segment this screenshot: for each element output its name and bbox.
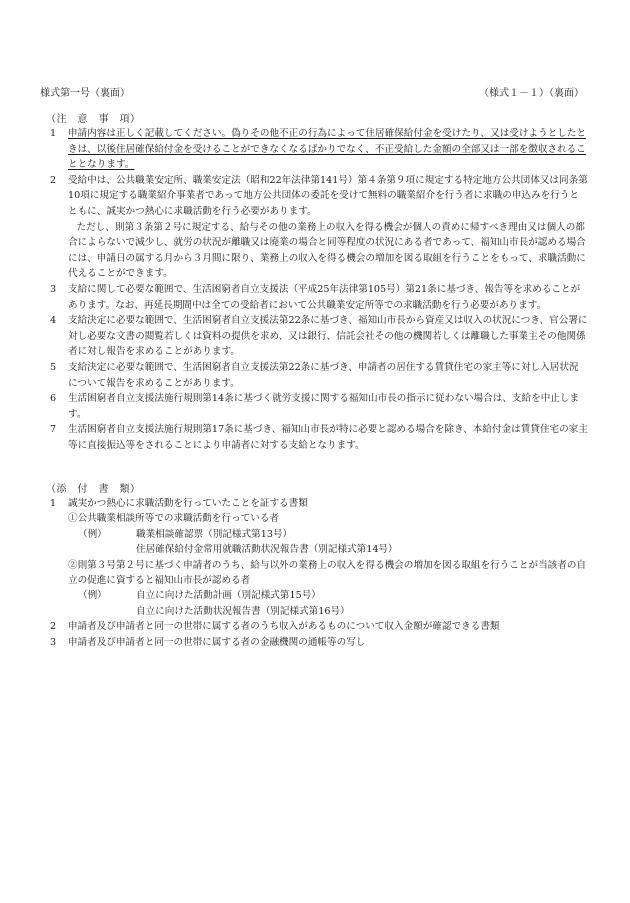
notes-title: （注 意 事 項） [46, 114, 141, 125]
note-number: 1 [50, 128, 57, 139]
note-number: 5 [50, 361, 57, 373]
note-item [50, 422, 588, 453]
note-text: 生活困窮者自立支援法施行規則第14条に基づく就労支援に関する福知山市長の指示に従わない場合は、支給を中止します。 [68, 393, 580, 420]
attachment-subitem-text: ①公共職業相談所等での求職活動を行っている者 [68, 513, 280, 525]
attachment-item [50, 619, 588, 634]
attachment-number: 1 [50, 498, 57, 509]
attachment-example [50, 588, 588, 603]
note-text: 申請内容は正しく記載してください。偽りその他不正の行為によって住居確保給付金を受けたり、又は受けようとしたときは、以後住居確保給付金を受けることができなくなるばかりでなく、不正受給した金額の全部又は一部を徴収されることとなります。 [68, 128, 587, 171]
note-item [50, 391, 588, 422]
example-text: 住居確保給付金常用就職活動状況報告書（別記様式第14号） [136, 544, 398, 556]
attachment-text: 申請者及び申請者と同一の世帯に属する者の金融機関の通帳等の写し [68, 636, 366, 648]
note-text: 受給中は、公共職業安定所、職業安定法（昭和22年法律第141号）第４条第９項に規定する特定地方公共団体又は同条第10項に規定する職業紹介事業者であって地方公共団体の委託を受けて無料の職業紹介を行う者に求職の申込みを行うとともに、誠実かつ熱心に求職活動を行う必要があります。 [68, 174, 588, 217]
note-text-continued: ただし、則第３条第２号に規定する、給与その他の業務上の収入を得る機会が個人の責めに帰すべき理由又は個人の都合によらないで減少し、就労の状況が離職又は廃業の場合と同等程度の状況にある者であって、福知山市長が認める場合には、申請日の属する月から３月間に限り、業務上の収入を得る機会の増加を図る取組を行うことをもって、求職活動に代えることができます。 [68, 221, 586, 280]
note-number: 7 [50, 424, 57, 436]
note-item [50, 282, 588, 313]
note-text-block [68, 173, 588, 282]
attachment-subitem [50, 511, 588, 526]
attachment-subitem [50, 558, 588, 589]
notes-list [50, 126, 588, 453]
note-number: 3 [50, 283, 57, 295]
note-item [50, 360, 588, 391]
example-text: 職業相談確認票（別記様式第13号） [136, 528, 293, 540]
attachment-number: 3 [50, 636, 57, 648]
example-label: （例） [78, 590, 107, 602]
attachment-text: 誠実かつ熱心に求職活動を行っていたことを証する書類 [68, 498, 308, 509]
attachment-example [50, 604, 588, 619]
attachment-number: 2 [50, 621, 57, 633]
attachment-example [50, 527, 588, 542]
attachment-item [50, 635, 588, 650]
attachments-list [50, 496, 588, 650]
note-number: 4 [50, 315, 57, 327]
note-item [50, 126, 588, 173]
form-number-left: 様式第一号（裏面） [40, 88, 130, 99]
note-text: 支給決定に必要な範囲で、生活困窮者自立支援法第22条に基づき、福知山市長から資産又は収入の状況につき、官公署に対し必要な文書の閲覧若しくは資料の提供を求め、又は銀行、信託会社その他の機関若しくは離職した事業主その他関係者に対し報告を求めることがあります。 [68, 315, 588, 358]
example-text: 自立に向けた活動状況報告書（別記様式第16号） [136, 605, 350, 617]
note-text: 支給決定に必要な範囲で、生活困窮者自立支援法第22条に基づき、申請者の居住する賃貸住宅の家主等に対し入居状況について報告を求めることがあります。 [68, 361, 579, 389]
attachment-item [50, 496, 588, 511]
note-item [50, 173, 588, 282]
note-text: 支給に関して必要な範囲で、生活困窮者自立支援法（平成25年法律第105号）第21条に基づき、報告等を求めることがあります。なお、再延長期間中は全ての受給者において公共職業安定所等での求職活動を行う必要があります。 [68, 283, 581, 311]
note-number: 6 [50, 393, 57, 405]
attachment-example [50, 542, 588, 557]
note-text: 生活困窮者自立支援法施行規則第17条に基づき、福知山市長が特に必要と認める場合を除き、本給付金は賃貸住宅の家主等に直接振込等をされることにより申請者に対する支給となります。 [68, 424, 588, 451]
note-item [50, 313, 588, 360]
example-text: 自立に向けた活動計画（別記様式第15号） [136, 590, 321, 602]
attachments-title: （添 付 書 類） [46, 484, 141, 495]
form-number-right: （様式１－１）（裏面） [479, 88, 584, 99]
example-label: （例） [78, 528, 107, 540]
note-number: 2 [50, 174, 57, 186]
attachment-subitem-text: ②則第３号第２号に基づく申請者のうち、給与以外の業務上の収入を得る機会の増加を図る取組を行うことが当該者の自立の促進に資すると福知山市長が認める者 [68, 559, 587, 587]
attachment-text: 申請者及び申請者と同一の世帯に属する者のうち収入があるものについて収入金額が確認できる書類 [68, 621, 500, 633]
